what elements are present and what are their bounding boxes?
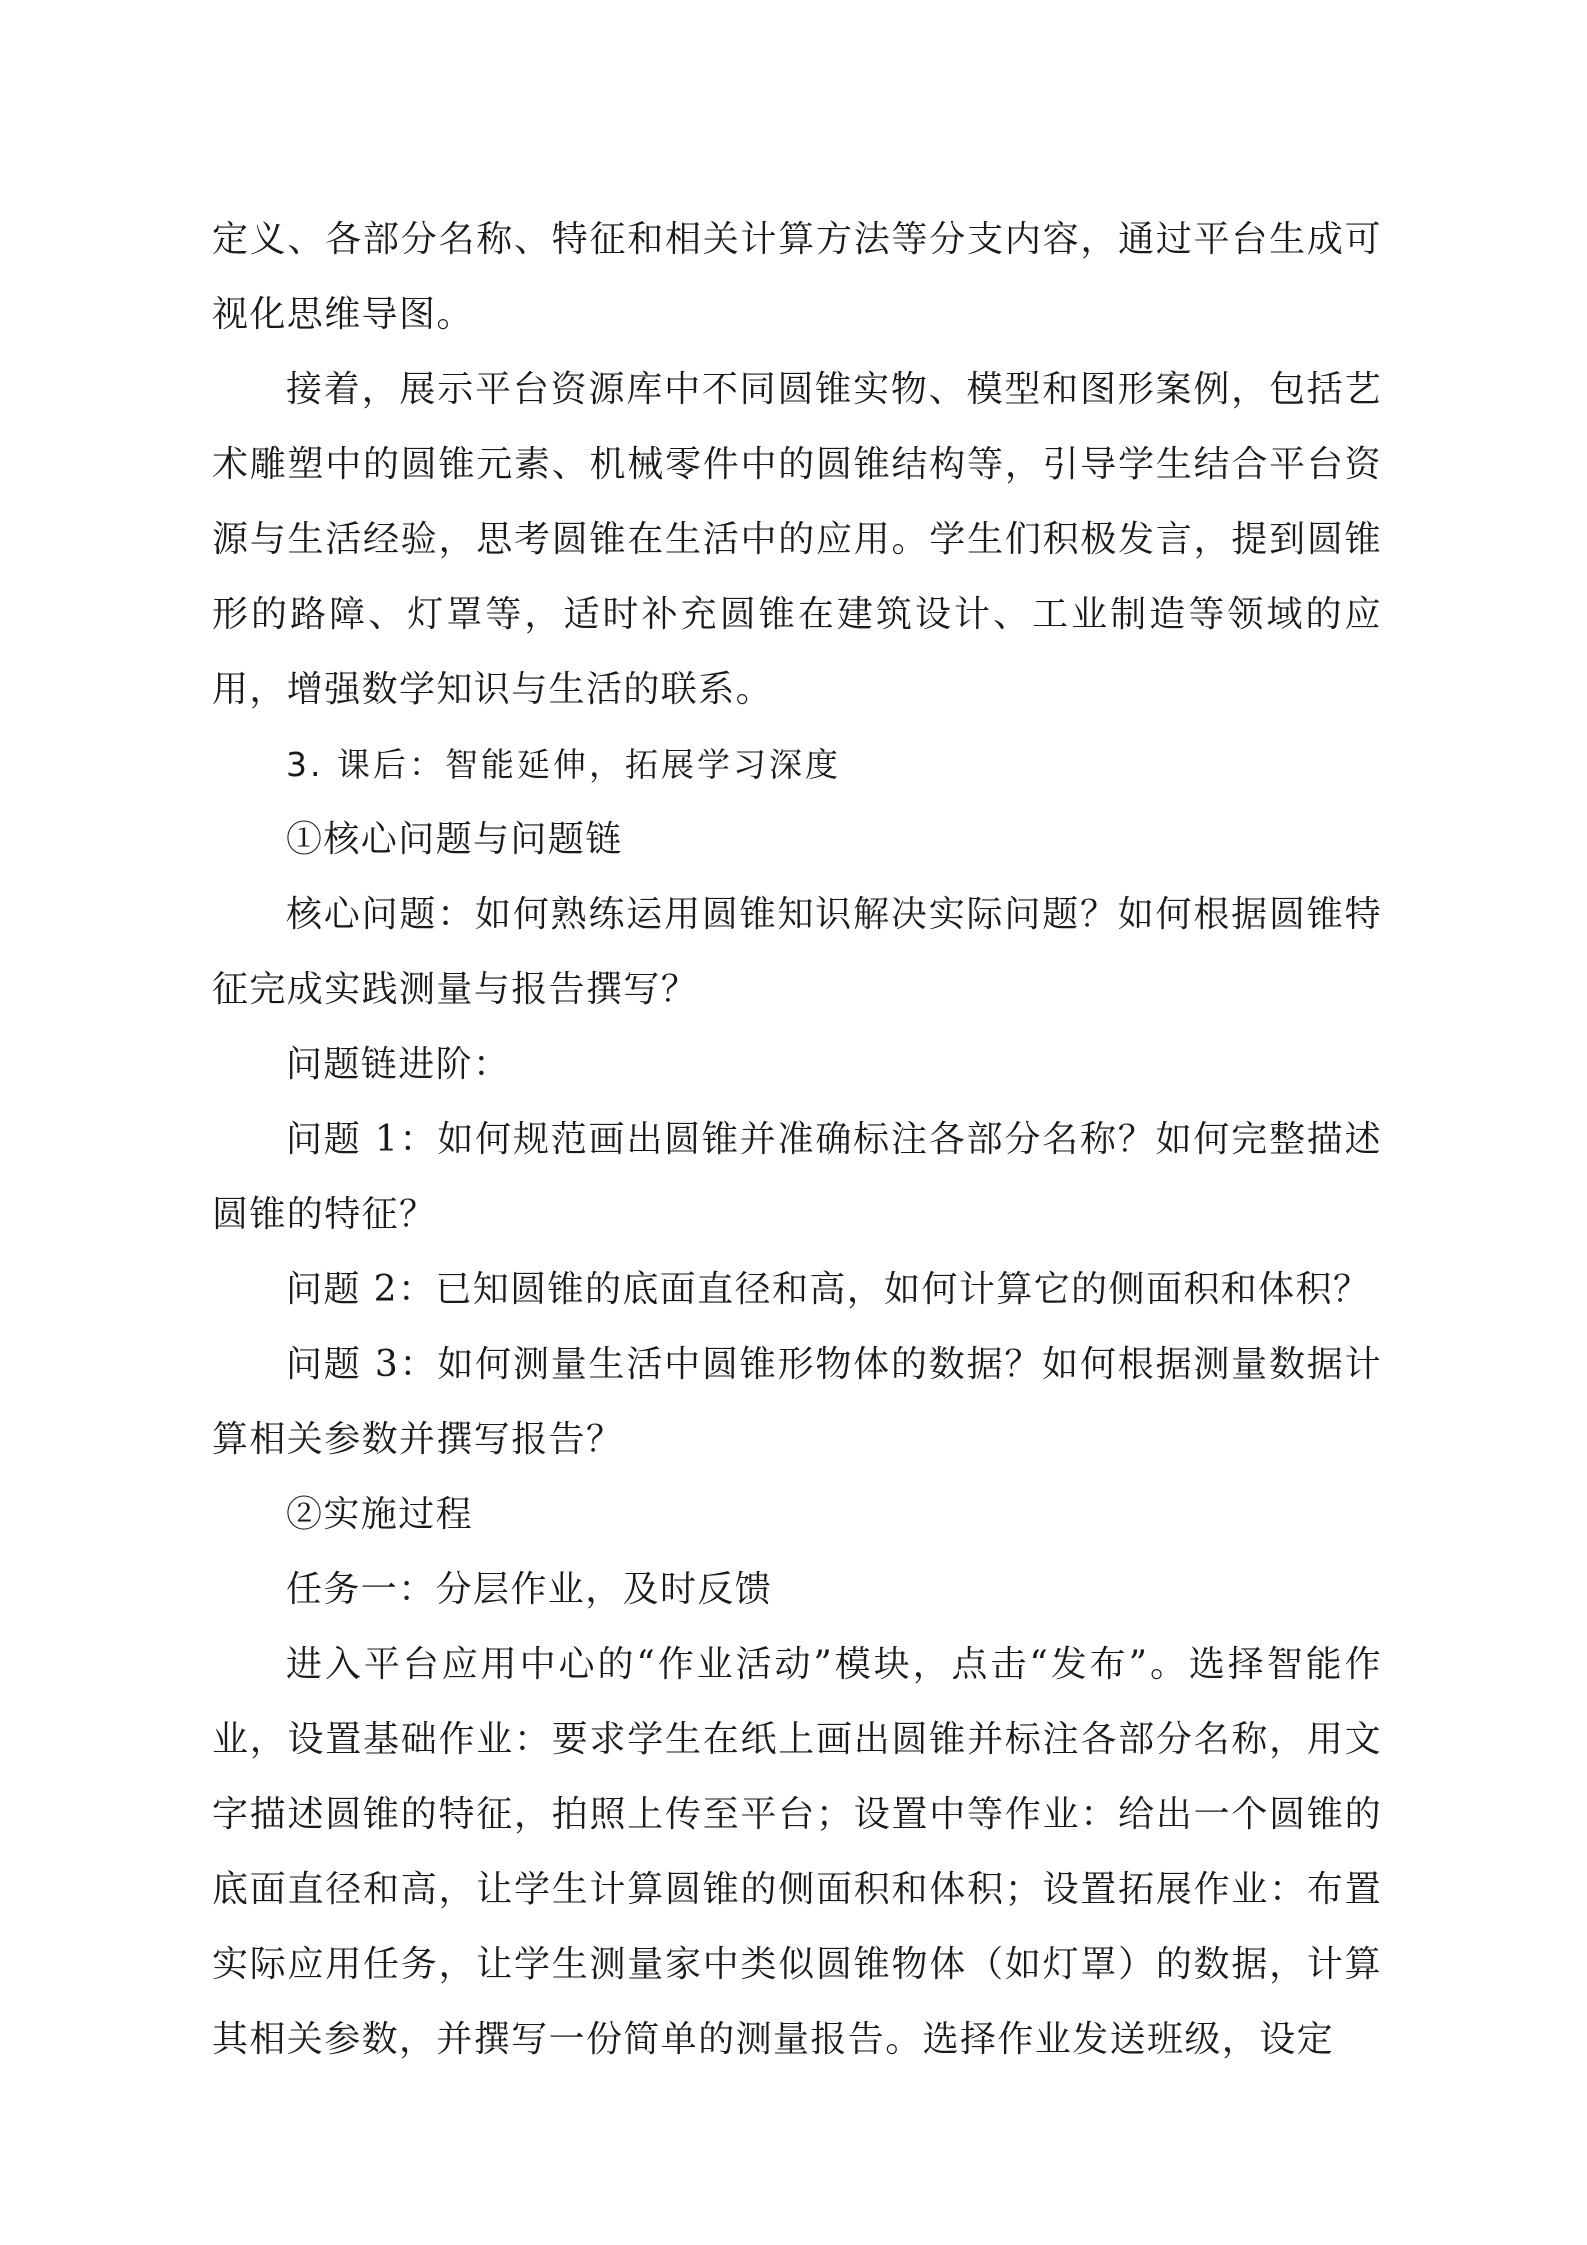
paragraph-question-2: 问题 2：已知圆锥的底面直径和高，如何计算它的侧面积和体积？ bbox=[286, 1269, 1371, 1310]
section-heading-after-class: 3. 课后：智能延伸，拓展学习深度 bbox=[286, 745, 841, 784]
paragraph-resource-showcase: 接着，展示平台资源库中不同圆锥实物、模型和图形案例，包括艺术雕塑中的圆锥元素、机械零件中的圆锥结构等，引导学生结合平台资源与生活经验，思考圆锥在生活中的应用。学生们积极发言，提到圆锥形的路障、灯罩等，适时补充圆锥在建筑设计、工业制造等领域的应用，增强数学知识与生活的联系。 bbox=[212, 369, 1382, 710]
paragraph-question-chain-label: 问题链进阶： bbox=[286, 1044, 511, 1085]
paragraph-homework-publish: 进入平台应用中心的“作业活动”模块，点击“发布”。选择智能作业，设置基础作业：要求学生在纸上画出圆锥并标注各部分名称，用文字描述圆锥的特征，拍照上传至平台；设置中等作业：给出一个圆锥的底面直径和高，让学生计算圆锥的侧面积和体积；设置拓展作业：布置实际应用任务，让学生测量家中类似圆锥物体（如灯罩）的数据，计算其相关参数，并撰写一份简单的测量报告。选择作业发送班级，设定 bbox=[212, 1644, 1382, 2060]
paragraph-core-question: 核心问题：如何熟练运用圆锥知识解决实际问题？如何根据圆锥特征完成实践测量与报告撰写？ bbox=[212, 894, 1382, 1010]
paragraph-question-1: 问题 1：如何规范画出圆锥并准确标注各部分名称？如何完整描述圆锥的特征？ bbox=[212, 1119, 1382, 1235]
paragraph-continued-definition: 定义、各部分名称、特征和相关计算方法等分支内容，通过平台生成可视化思维导图。 bbox=[212, 219, 1382, 335]
paragraph-question-3: 问题 3：如何测量生活中圆锥形物体的数据？如何根据测量数据计算相关参数并撰写报告？ bbox=[212, 1344, 1382, 1460]
subheading-core-question: ①核心问题与问题链 bbox=[286, 819, 623, 860]
paragraph-task-one: 任务一：分层作业，及时反馈 bbox=[286, 1569, 773, 1610]
subheading-implementation: ②实施过程 bbox=[286, 1494, 474, 1535]
document-body bbox=[212, 202, 1382, 2077]
